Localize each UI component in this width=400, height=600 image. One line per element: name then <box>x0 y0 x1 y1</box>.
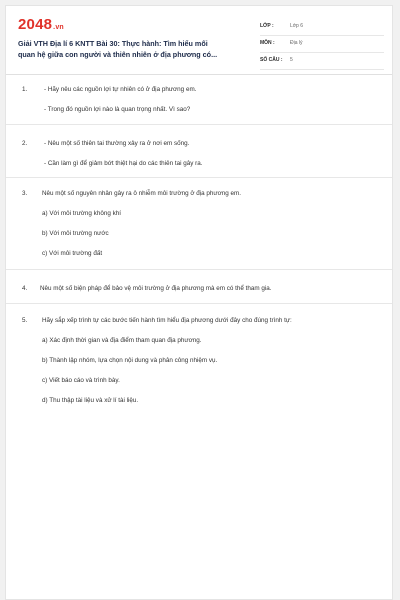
question-separator <box>6 124 392 125</box>
question-separator <box>6 177 392 178</box>
document-title <box>18 39 240 60</box>
question-line: d) Thu thập tài liệu và xử lí tài liệu. <box>42 397 139 404</box>
site-logo[interactable] <box>18 16 64 33</box>
document-header <box>18 16 384 74</box>
question-line: a) Xác định thời gian và địa điểm tham quan địa phương. <box>42 337 202 344</box>
question-number: 4. <box>22 285 28 292</box>
question-number: 5. <box>22 317 28 324</box>
question-line: Hãy sắp xếp trình tự các bước tiến hành tìm hiểu địa phương dưới đây cho đúng trình tự: <box>42 317 292 324</box>
question-line: Nêu một số nguyên nhân gây ra ô nhiễm môi trường ở địa phương em. <box>42 190 241 197</box>
question-number: 1. <box>22 86 28 93</box>
question-line: a) Với môi trường không khí <box>42 210 121 217</box>
question-number: 2. <box>22 140 28 147</box>
question-line: Nêu một số biện pháp để bảo vệ môi trường ở địa phương mà em có thể tham gia. <box>40 285 272 292</box>
document-title-line-1: Giải VTH Địa lí 6 KNTT Bài 30: Thực hành: Tìm hiểu mối <box>18 39 208 48</box>
meta-class-label: LỚP : <box>260 23 274 29</box>
meta-class-value: Lớp 6 <box>290 23 304 29</box>
question-line: - Hãy nêu các nguồn lợi tự nhiên có ở địa phương em. <box>44 86 197 93</box>
question-line: b) Thành lập nhóm, lựa chọn nội dung và phân công nhiệm vụ. <box>42 357 218 364</box>
logo-brand: 2048 <box>18 16 53 33</box>
meta-row-class <box>260 20 384 36</box>
question-line: c) Với môi trường đất <box>42 250 103 257</box>
document-title-line-2: quan hệ giữa con người và thiên nhiên ở địa phương có... <box>18 49 218 59</box>
meta-subject-value: Địa lý <box>290 40 303 46</box>
question-line: - Cần làm gì để giảm bớt thiệt hại do các thiên tai gây ra. <box>44 160 203 167</box>
question-line: b) Với môi trường nước <box>42 230 109 237</box>
question-separator <box>6 303 392 304</box>
question-line: - Trong đó nguồn lợi nào là quan trọng nhất. Vì sao? <box>44 106 191 113</box>
question-separator <box>6 269 392 270</box>
meta-row-subject <box>260 37 384 53</box>
question-number: 3. <box>22 190 28 197</box>
meta-question-count-value: 5 <box>290 57 293 63</box>
logo-tld: .vn <box>53 24 64 31</box>
question-line: c) Viết báo cáo và trình bày. <box>42 377 120 384</box>
question-line: - Nêu một số thiên tai thường xảy ra ở nơi em sống. <box>44 140 190 147</box>
document-page <box>5 5 393 600</box>
header-divider <box>6 74 392 75</box>
meta-question-count-label: SỐ CÂU : <box>260 57 283 63</box>
meta-row-question-count <box>260 54 384 70</box>
meta-subject-label: MÔN : <box>260 40 275 46</box>
document-meta <box>260 20 384 71</box>
